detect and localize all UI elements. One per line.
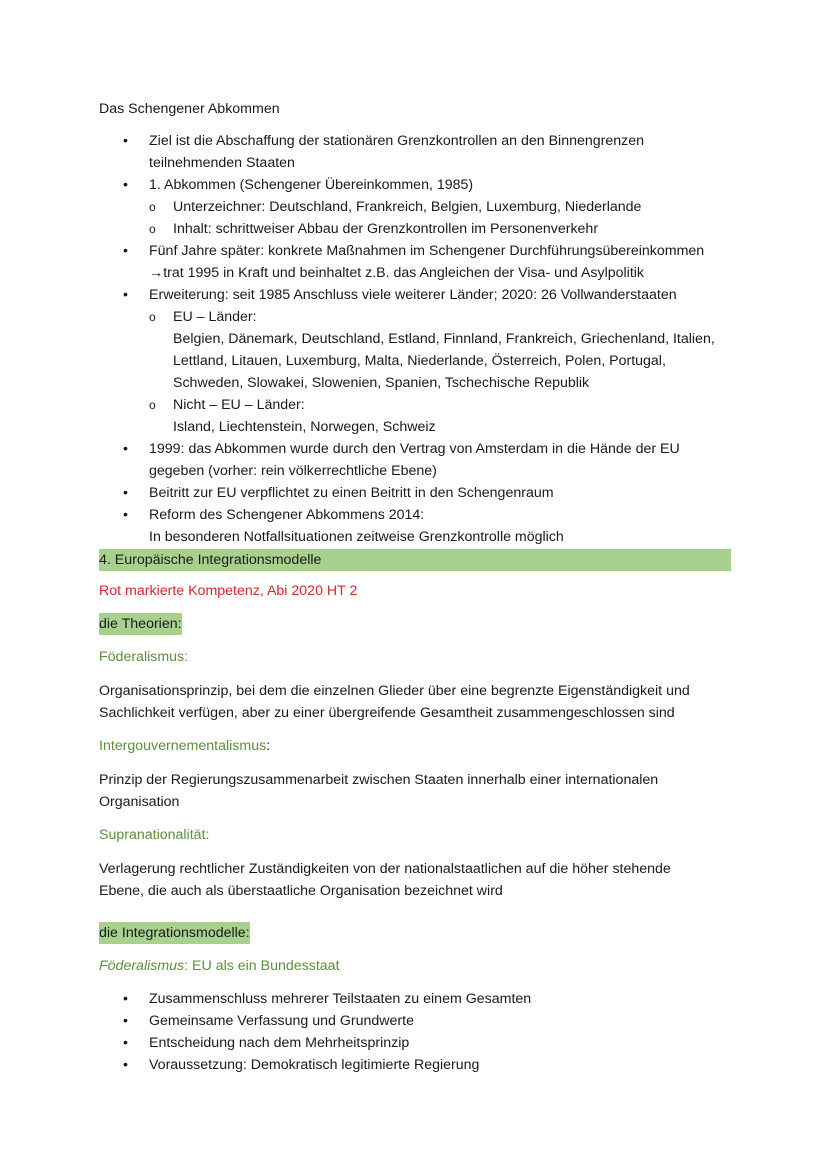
circle-bullet-icon: o bbox=[149, 200, 156, 214]
list-item bbox=[99, 1054, 731, 1076]
circle-bullet-icon: o bbox=[149, 310, 156, 324]
model-title bbox=[99, 955, 731, 977]
list-item-line: Ziel ist die Abschaffung der stationären Grenzkontrollen an den Binnengrenzen bbox=[149, 133, 645, 149]
list-item bbox=[99, 988, 731, 1010]
bullet-icon: • bbox=[123, 441, 128, 457]
sub-list-item bbox=[149, 306, 731, 394]
bullet-icon: • bbox=[123, 177, 128, 193]
bullet-icon: • bbox=[123, 507, 128, 523]
list-item-line: Fünf Jahre später: konkrete Maßnahmen im Schengener Durchführungsübereinkommen bbox=[149, 243, 705, 259]
list-item-line: Voraussetzung: Demokratisch legitimierte Regierung bbox=[149, 1057, 480, 1073]
bullet-icon: • bbox=[123, 485, 128, 501]
list-item bbox=[99, 174, 731, 240]
theory-term-foederalismus: Föderalismus: bbox=[99, 649, 189, 665]
sub-list bbox=[149, 306, 731, 438]
definition-line: Organisation bbox=[99, 794, 180, 810]
circle-bullet-icon: o bbox=[149, 222, 156, 236]
definition-line: Verlagerung rechtlicher Zuständigkeiten von der nationalstaatlichen auf die höher stehende bbox=[99, 861, 671, 877]
theory-term-text: Intergouvernementalismus bbox=[99, 738, 267, 754]
document-page bbox=[99, 98, 731, 1076]
theory-term-supranationalitaet: Supranationalität: bbox=[99, 827, 210, 843]
bullet-icon: • bbox=[123, 287, 128, 303]
list-item-line: Gemeinsame Verfassung und Grundwerte bbox=[149, 1013, 414, 1029]
definition-line: Sachlichkeit verfügen, aber zu einer übergreifende Gesamtheit zusammengeschlossen sind bbox=[99, 705, 675, 721]
bullet-icon: • bbox=[123, 1057, 128, 1073]
model-term: Föderalismus bbox=[99, 958, 185, 974]
sub-item-line: Schweden, Slowakei, Slowenien, Spanien, Tschechische Republik bbox=[173, 375, 590, 391]
sub-item-line: EU – Länder: bbox=[173, 309, 257, 325]
theory-definition bbox=[99, 680, 731, 724]
list-item-line: In besonderen Notfallsituationen zeitweise Grenzkontrolle möglich bbox=[149, 529, 564, 545]
theory-definition bbox=[99, 858, 731, 902]
bullet-icon: • bbox=[123, 1035, 128, 1051]
list-item bbox=[99, 482, 731, 504]
theory-term-suffix: : bbox=[266, 738, 271, 754]
list-item bbox=[99, 1010, 731, 1032]
section-heading: 4. Europäische Integrationsmodelle bbox=[99, 549, 731, 571]
list-item bbox=[99, 504, 731, 548]
definition-line: Prinzip der Regierungszusammenarbeit zwischen Staaten innerhalb einer internationalen bbox=[99, 772, 659, 788]
bullet-icon: • bbox=[123, 1013, 128, 1029]
schengen-bullet-list bbox=[99, 130, 731, 548]
sub-list bbox=[149, 196, 731, 240]
list-item-line: Reform des Schengener Abkommens 2014: bbox=[149, 507, 425, 523]
red-note: Rot markierte Kompetenz, Abi 2020 HT 2 bbox=[99, 583, 358, 599]
list-item-line: Zusammenschluss mehrerer Teilstaaten zu einem Gesamten bbox=[149, 991, 532, 1007]
sub-item-line: Lettland, Litauen, Luxemburg, Malta, Niederlande, Österreich, Polen, Portugal, bbox=[173, 353, 666, 369]
list-item bbox=[99, 130, 731, 174]
sub-item-line: Nicht – EU – Länder: bbox=[173, 397, 305, 413]
list-item bbox=[99, 1032, 731, 1054]
list-item-line: 1. Abkommen (Schengener Übereinkommen, 1985) bbox=[149, 177, 474, 193]
model-bullet-list bbox=[99, 988, 731, 1076]
sub-list-item bbox=[149, 196, 731, 218]
bullet-icon: • bbox=[123, 991, 128, 1007]
list-item bbox=[99, 438, 731, 482]
list-item-line: Erweiterung: seit 1985 Anschluss viele weiterer Länder; 2020: 26 Vollwanderstaaten bbox=[149, 287, 677, 303]
theory-definition bbox=[99, 769, 731, 813]
list-item-line: teilnehmenden Staaten bbox=[149, 155, 295, 171]
list-item-line: Entscheidung nach dem Mehrheitsprinzip bbox=[149, 1035, 410, 1051]
sub-item-line: Inhalt: schrittweiser Abbau der Grenzkontrollen im Personenverkehr bbox=[173, 221, 599, 237]
theories-heading: die Theorien: bbox=[99, 613, 182, 635]
section-title: Das Schengener Abkommen bbox=[99, 101, 280, 117]
theory-term-intergouvernementalismus bbox=[99, 735, 731, 757]
sub-list-item bbox=[149, 218, 731, 240]
list-item-line: Beitritt zur EU verpflichtet zu einen Beitritt in den Schengenraum bbox=[149, 485, 554, 501]
list-item-line: 1999: das Abkommen wurde durch den Vertrag von Amsterdam in die Hände der EU bbox=[149, 441, 680, 457]
sub-item-line: Island, Liechtenstein, Norwegen, Schweiz bbox=[173, 419, 436, 435]
bullet-icon: • bbox=[123, 133, 128, 149]
sub-item-line: Unterzeichner: Deutschland, Frankreich, Belgien, Luxemburg, Niederlande bbox=[173, 199, 642, 215]
list-item bbox=[99, 240, 731, 284]
definition-line: Organisationsprinzip, bei dem die einzelnen Glieder über eine begrenzte Eigenständigkeit und bbox=[99, 683, 690, 699]
list-item bbox=[99, 284, 731, 438]
sub-list-item bbox=[149, 394, 731, 438]
list-item-line: →trat 1995 in Kraft und beinhaltet z.B. das Angleichen der Visa- und Asylpolitik bbox=[149, 265, 645, 281]
list-item-line: gegeben (vorher: rein völkerrechtliche Ebene) bbox=[149, 463, 437, 479]
circle-bullet-icon: o bbox=[149, 398, 156, 412]
definition-line: Ebene, die auch als überstaatliche Organisation bezeichnet wird bbox=[99, 883, 503, 899]
sub-item-line: Belgien, Dänemark, Deutschland, Estland, Finnland, Frankreich, Griechenland, Italien, bbox=[173, 331, 715, 347]
models-heading: die Integrationsmodelle: bbox=[99, 922, 250, 944]
model-rest: : EU als ein Bundesstaat bbox=[184, 958, 340, 974]
bullet-icon: • bbox=[123, 243, 128, 259]
